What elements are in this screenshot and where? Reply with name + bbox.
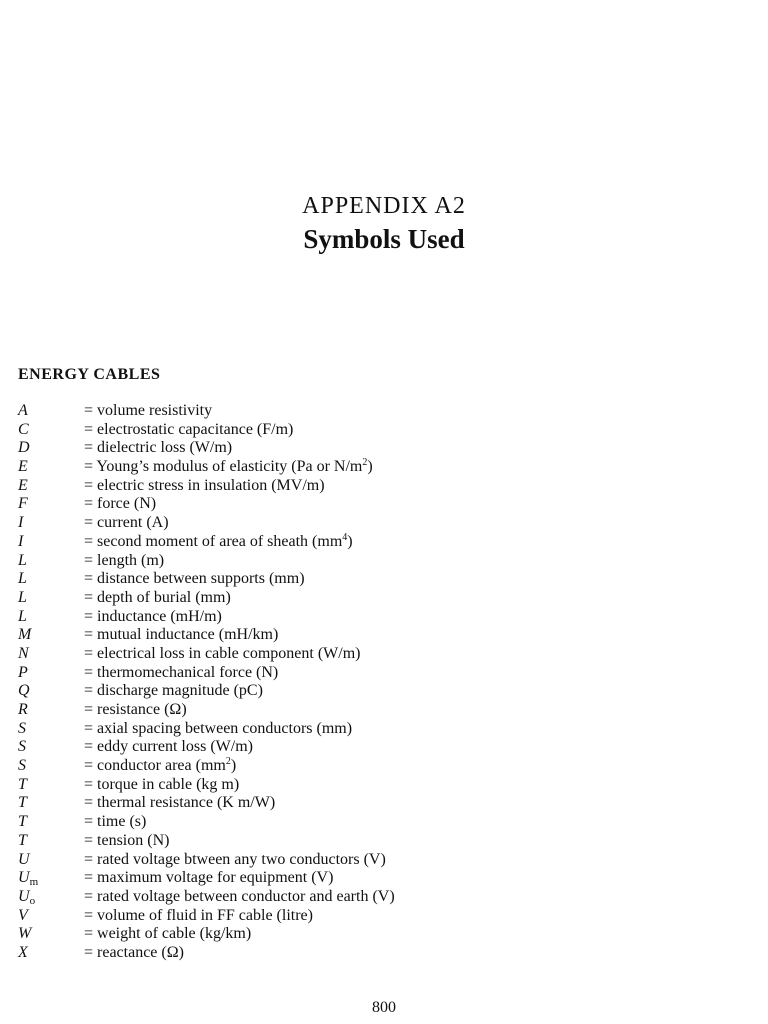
symbol-letter-text: C — [18, 420, 29, 438]
symbol-definition — [84, 570, 305, 589]
symbol-row — [18, 552, 758, 571]
symbol-letter-text: S — [18, 719, 26, 737]
symbol-letter — [18, 851, 84, 870]
symbol-definition — [84, 832, 169, 851]
symbol-definition-end: ) — [367, 458, 373, 476]
symbol-letter-text: T — [18, 775, 27, 793]
symbol-definition-text: = maximum voltage for equipment (V) — [84, 869, 334, 887]
symbol-definition-end: ) — [230, 757, 237, 775]
symbol-row — [18, 570, 758, 589]
symbol-definition-text: = discharge magnitude (pC) — [84, 682, 263, 700]
symbol-definition-text: = torque in cable (kg m) — [84, 775, 240, 793]
symbol-letter-text: S — [18, 738, 26, 756]
symbol-letter — [18, 888, 84, 907]
symbol-definition — [84, 495, 156, 514]
symbol-definition-text: = eddy current loss (W/m) — [84, 738, 253, 756]
symbol-definition-text: = electrical loss in cable component (W/m) — [84, 644, 361, 662]
symbol-row — [18, 477, 758, 496]
symbol-definition-text: = dielectric loss (W/m) — [84, 439, 233, 457]
symbol-letter — [18, 402, 84, 421]
symbol-definition — [84, 888, 395, 907]
symbol-definition-text: = resistance (Ω) — [84, 701, 187, 718]
symbol-letter — [18, 813, 84, 832]
symbol-row — [18, 701, 758, 720]
symbol-row — [18, 776, 758, 795]
symbol-definition-text: = rated voltage between conductor and earth (V) — [84, 887, 395, 905]
symbol-letter-text: U — [18, 887, 30, 905]
symbol-letter-text: T — [18, 831, 27, 849]
symbol-letter — [18, 552, 84, 571]
symbol-letter-text: U — [18, 869, 30, 887]
symbol-definition — [84, 869, 333, 888]
section-heading: ENERGY CABLES — [18, 366, 161, 383]
symbol-definition-text: = distance between supports (mm) — [84, 570, 305, 588]
symbol-row — [18, 682, 758, 701]
symbol-letter-text: E — [18, 458, 28, 476]
page-number: 800 — [372, 999, 396, 1016]
symbol-definition — [84, 944, 184, 963]
symbol-definition-text: = force (N) — [84, 495, 157, 513]
symbol-letter — [18, 869, 84, 888]
symbol-definition — [84, 439, 232, 458]
symbol-letter-text: L — [18, 607, 27, 625]
symbol-definition — [84, 664, 278, 683]
symbol-letter-text: L — [18, 551, 27, 569]
symbol-letter-text: D — [18, 439, 30, 457]
symbol-letter-text: L — [18, 570, 27, 588]
symbol-row — [18, 907, 758, 926]
symbol-letter-text: T — [18, 813, 27, 831]
symbol-letter — [18, 832, 84, 851]
symbol-letter — [18, 645, 84, 664]
symbol-letter-text: M — [18, 626, 32, 644]
symbol-definition-text: = length (m) — [84, 551, 165, 569]
symbol-letter — [18, 533, 84, 552]
symbol-definition-text: = electrostatic capacitance (F/m) — [84, 420, 294, 438]
page-title: Symbols Used — [303, 224, 465, 254]
symbol-list — [18, 402, 758, 963]
symbol-definition — [84, 757, 236, 776]
symbol-row — [18, 944, 758, 963]
symbol-letter — [18, 626, 84, 645]
symbol-letter — [18, 421, 84, 440]
symbol-row — [18, 888, 758, 907]
symbol-letter-text: E — [18, 476, 28, 494]
symbol-definition-text: = Young’s modulus of elasticity (Pa or N/m — [84, 458, 363, 476]
symbol-definition-text: = weight of cable (kg/km) — [84, 925, 252, 943]
symbol-definition-text: = reactance (Ω) — [84, 943, 184, 961]
symbol-letter-text: N — [18, 644, 29, 662]
symbol-row — [18, 869, 758, 888]
symbol-definition — [84, 402, 212, 421]
symbol-row — [18, 757, 758, 776]
symbol-definition — [84, 776, 239, 795]
symbol-letter-text: Q — [18, 682, 30, 700]
symbol-row — [18, 720, 758, 739]
symbol-letter-text: P — [18, 663, 28, 681]
symbol-definition-text: = volume of fluid in FF cable (litre) — [84, 906, 313, 924]
symbol-row — [18, 533, 758, 552]
symbol-letter — [18, 776, 84, 795]
symbol-letter — [18, 439, 84, 458]
symbol-letter-text: R — [18, 701, 28, 718]
symbol-definition — [84, 552, 164, 571]
symbol-letter-text: S — [18, 757, 26, 775]
symbol-definition-text: = tension (N) — [84, 831, 170, 849]
symbol-definition — [84, 925, 251, 944]
symbol-row — [18, 738, 758, 757]
symbol-row — [18, 832, 758, 851]
unit-superscript: 2 — [362, 457, 368, 469]
symbol-definition-end: ) — [347, 532, 353, 550]
symbol-definition — [84, 608, 222, 627]
symbol-letter — [18, 495, 84, 514]
symbol-subscript: o — [29, 894, 36, 907]
symbol-letter — [18, 664, 84, 683]
symbol-definition — [84, 514, 169, 533]
symbol-definition-text: = current (A) — [84, 514, 169, 532]
symbol-definition-text: = conductor area (mm — [84, 757, 226, 775]
symbol-letter-text: U — [18, 850, 30, 868]
symbol-definition-text: = electric stress in insulation (MV/m) — [84, 476, 325, 494]
symbol-row — [18, 514, 758, 533]
symbol-row — [18, 589, 758, 608]
symbol-letter — [18, 944, 84, 963]
symbol-definition-text: = volume resistivity — [84, 402, 213, 419]
symbol-definition — [84, 626, 278, 645]
symbol-definition — [84, 701, 187, 720]
symbol-letter — [18, 589, 84, 608]
symbol-letter — [18, 701, 84, 720]
symbol-row — [18, 851, 758, 870]
symbol-subscript: m — [29, 876, 39, 889]
symbol-row — [18, 608, 758, 627]
symbol-letter — [18, 682, 84, 701]
symbol-row — [18, 813, 758, 832]
symbol-row — [18, 421, 758, 440]
symbol-definition — [84, 589, 231, 608]
symbol-letter — [18, 608, 84, 627]
symbol-letter-text: I — [18, 532, 24, 550]
symbol-definition — [84, 907, 313, 926]
symbol-definition — [84, 851, 386, 870]
symbol-row — [18, 402, 758, 421]
symbol-letter — [18, 570, 84, 589]
symbol-definition — [84, 533, 353, 552]
symbol-definition-text: = thermomechanical force (N) — [84, 663, 279, 681]
symbol-row — [18, 645, 758, 664]
unit-superscript: 2 — [225, 756, 231, 768]
symbol-row — [18, 664, 758, 683]
symbol-definition — [84, 682, 263, 701]
symbol-definition-text: = second moment of area of sheath (mm — [84, 532, 343, 550]
symbol-definition-text: = thermal resistance (K m/W) — [84, 794, 276, 812]
symbol-row — [18, 794, 758, 813]
symbol-letter-text: T — [18, 794, 27, 812]
symbol-row — [18, 458, 758, 477]
symbol-letter — [18, 720, 84, 739]
symbol-row — [18, 626, 758, 645]
symbol-row — [18, 925, 758, 944]
unit-superscript: 4 — [342, 531, 348, 543]
symbol-definition-text: = time (s) — [84, 813, 147, 831]
symbol-row — [18, 439, 758, 458]
symbol-definition-text: = rated voltage btween any two conductors (V) — [84, 850, 386, 868]
symbol-letter — [18, 757, 84, 776]
symbol-letter-text: W — [18, 925, 32, 943]
symbol-letter — [18, 925, 84, 944]
symbol-definition-text: = inductance (mH/m) — [84, 607, 222, 625]
symbol-letter-text: A — [18, 402, 28, 419]
symbol-definition-text: = depth of burial (mm) — [84, 588, 231, 606]
symbol-letter-text: V — [18, 906, 28, 924]
symbol-definition — [84, 738, 253, 757]
symbol-letter — [18, 738, 84, 757]
symbol-letter — [18, 794, 84, 813]
symbol-definition — [84, 421, 293, 440]
symbol-letter — [18, 514, 84, 533]
symbol-letter — [18, 477, 84, 496]
symbol-definition — [84, 813, 146, 832]
symbol-definition — [84, 645, 360, 664]
symbol-definition-text: = axial spacing between conductors (mm) — [84, 719, 353, 737]
symbol-definition — [84, 458, 373, 477]
symbol-letter — [18, 907, 84, 926]
appendix-label: APPENDIX A2 — [302, 193, 466, 219]
symbol-letter-text: L — [18, 588, 27, 606]
symbol-definition-text: = mutual inductance (mH/km) — [84, 626, 279, 644]
symbol-definition — [84, 720, 352, 739]
symbol-letter — [18, 458, 84, 477]
symbol-letter-text: I — [18, 514, 24, 532]
symbol-definition — [84, 794, 275, 813]
symbol-letter-text: X — [18, 943, 28, 961]
symbol-row — [18, 495, 758, 514]
symbol-definition — [84, 477, 325, 496]
symbol-letter-text: F — [18, 495, 28, 513]
